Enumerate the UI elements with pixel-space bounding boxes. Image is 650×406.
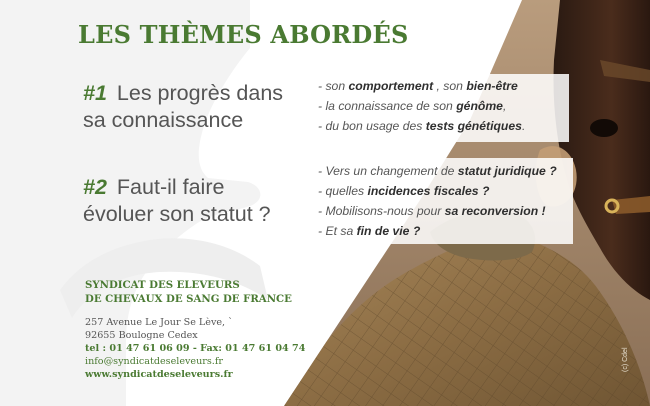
theme-2-points-box	[299, 158, 573, 244]
theme-2-heading	[83, 174, 271, 228]
theme-2-point-3: - Mobilisons-nous pour sa reconversion !	[318, 204, 546, 218]
theme-2-title-line2: évoluer son statut ?	[83, 202, 271, 226]
org-phone-fax: tel : 01 47 61 06 09 - Fax: 01 47 61 04 74	[85, 343, 306, 354]
photo-credit: (c) Cdel	[622, 347, 629, 372]
theme-2-point-2: - quelles incidences fiscales ?	[318, 184, 490, 198]
organization-contact	[85, 278, 305, 381]
theme-2-number: #2	[83, 175, 107, 199]
org-address-line1: 257 Avenue Le Jour Se Lève, `	[85, 317, 233, 328]
theme-1-points-box	[299, 74, 569, 142]
theme-2-point-1: - Vers un changement de statut juridique ?	[318, 164, 557, 178]
org-email-link[interactable]: info@syndicatdeseleveurs.fr	[85, 356, 223, 367]
org-website-link[interactable]: www.syndicatdeseleveurs.fr	[85, 369, 233, 380]
org-address-line2: 92655 Boulogne Cedex	[85, 330, 198, 341]
theme-2-point-4: - Et sa fin de vie ?	[318, 224, 421, 238]
theme-1-point-1: - son comportement , son bien-être	[318, 79, 518, 93]
theme-1-title-line2: sa connaissance	[83, 108, 244, 132]
theme-1-heading	[83, 80, 283, 134]
theme-2-title-line1: Faut-il faire	[116, 175, 225, 199]
theme-1-point-2: - la connaissance de son génôme,	[318, 99, 507, 113]
theme-1-point-3: - du bon usage des tests génétiques.	[318, 119, 526, 133]
theme-1-title-line1: Les progrès dans	[116, 81, 284, 105]
theme-1-number: #1	[83, 81, 107, 105]
org-name-line1: SYNDICAT DES ELEVEURS	[85, 279, 240, 291]
page-title: LES THÈMES ABORDÉS	[78, 20, 409, 49]
org-name-line2: DE CHEVAUX DE SANG DE FRANCE	[85, 293, 292, 305]
